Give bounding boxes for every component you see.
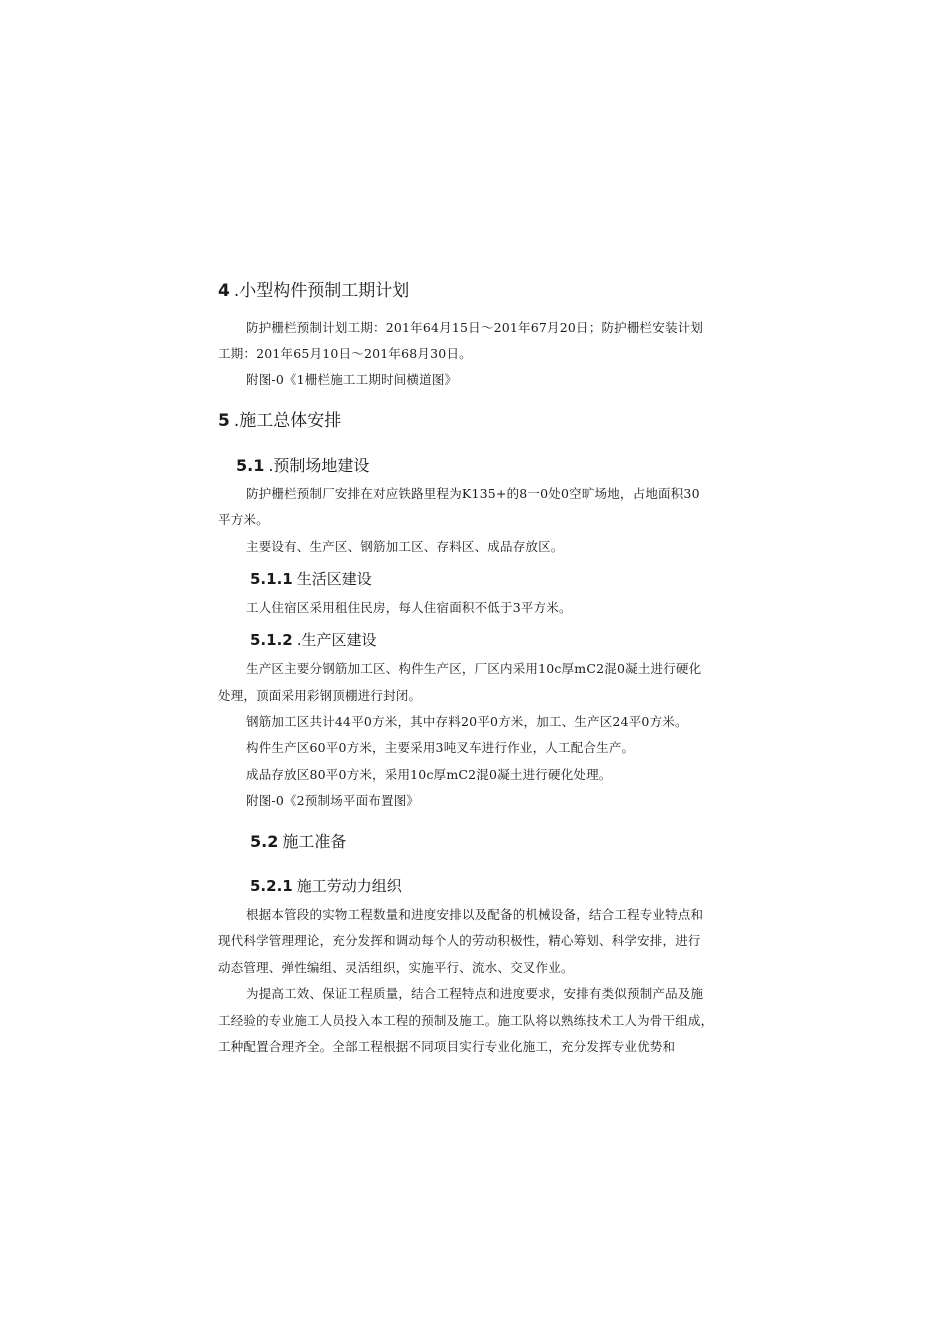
section-heading-5-2 [250,829,346,852]
paragraph-line: 附图-0《2预制场平面布置图》 [246,793,420,808]
paragraph-line: 根据本管段的实物工程数量和进度安排以及配备的机械设备，结合工程专业特点和 [246,907,704,922]
section-heading-5-1-2 [250,629,377,650]
section-number: 5 [218,411,230,431]
section-title: .生产区建设 [296,631,377,649]
section-title: .施工总体安排 [233,411,342,431]
paragraph-line: 现代科学管理理论，充分发挥和调动每个人的劳动积极性，精心筹划、科学安排，进行 [218,933,701,948]
section-heading-5 [218,406,341,431]
paragraph-line: 成品存放区80平0方米，采用10c厚mC2混0凝土进行硬化处理。 [246,767,612,782]
section-title: 施工准备 [282,832,347,851]
paragraph-line: 工经验的专业施工人员投入本工程的预制及施工。施工队将以熟练技术工人为骨干组成， [218,1013,714,1028]
paragraph-line: 钢筋加工区共计44平0方米，其中存料20平0方米，加工、生产区24平0方米。 [246,714,688,729]
paragraph-line: 防护栅栏预制厂安排在对应铁路里程为K135+的8一0处0空旷场地，占地面积30 [246,486,700,501]
paragraph-line: 平方米。 [218,512,269,527]
section-title: 生活区建设 [296,570,372,588]
paragraph-line: 防护栅栏预制计划工期：201年64月15日～201年67月20日；防护栅栏安装计划 [246,320,704,335]
section-number: 5.1.2 [250,631,293,649]
paragraph-line: 附图-0《1栅栏施工工期时间横道图》 [246,372,458,387]
section-number: 4 [218,281,230,301]
section-title: .小型构件预制工期计划 [233,281,410,301]
section-heading-5-1 [236,453,369,476]
section-number: 5.2 [250,832,279,851]
paragraph-line: 工人住宿区采用租住民房，每人住宿面积不低于3平方米。 [246,600,572,615]
section-number: 5.1.1 [250,570,293,588]
paragraph-line: 生产区主要分钢筋加工区、构件生产区，厂区内采用10c厚mC2混0凝土进行硬化 [246,661,702,676]
section-heading-5-2-1 [250,875,402,896]
paragraph-line: 工种配置合理齐全。全部工程根据不同项目实行专业化施工，充分发挥专业优势和 [218,1039,676,1054]
section-number: 5.1 [236,456,265,475]
section-heading-4 [218,276,409,301]
section-number: 5.2.1 [250,877,293,895]
paragraph-line: 主要设有、生产区、钢筋加工区、存料区、成品存放区。 [246,539,564,554]
section-title: 施工劳动力组织 [296,877,402,895]
paragraph-line: 动态管理、弹性编组、灵活组织，实施平行、流水、交叉作业。 [218,960,574,975]
section-title: .预制场地建设 [268,456,370,475]
paragraph-line: 构件生产区60平0方米，主要采用3吨叉车进行作业，人工配合生产。 [246,740,635,755]
section-heading-5-1-1 [250,568,372,589]
paragraph-line: 工期：201年65月10日～201年68月30日。 [218,346,472,361]
paragraph-line: 处理，顶面采用彩钢顶棚进行封闭。 [218,688,422,703]
paragraph-line: 为提高工效、保证工程质量，结合工程特点和进度要求，安排有类似预制产品及施 [246,986,704,1001]
